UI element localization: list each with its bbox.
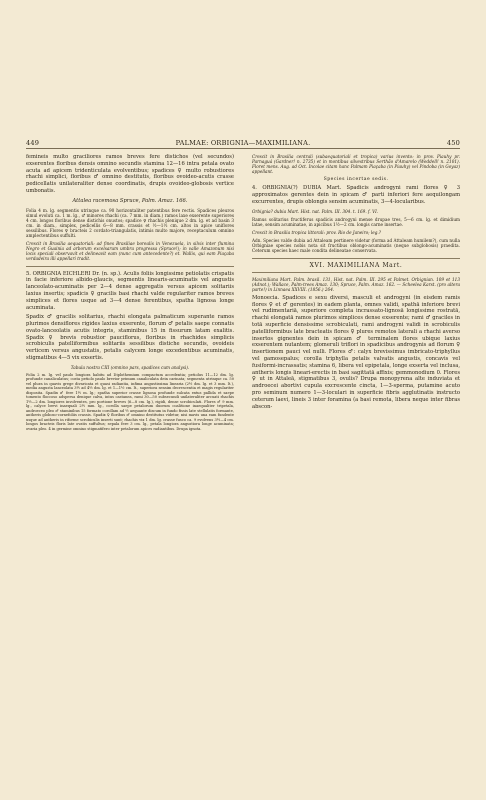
folia-paragraph: Folia 4 m. lg. segmentis utrinque ca. 90 horizontaliter patentibus fere rectis. Spadices pleuros simul evoluti ca. 1 m. lg., ♂ minores rhachi (ca. 7 mm. in diam.) ramos laxe exserente superiores 4 cm. longos floribus dense distichis onustos; spadice ♀ rhachis plenique 2 dm. lg. et ad basin 3 cm. in diam., simplex, pedicellis 6—8 mm. crassis et ½—1½ cm. altos in apice uniflores sessilibus. Flores ♀ bracteis 2 cordato-triangulatis, intimis multo majore, receptaculum omnino amplectentibus suffulti. <box>26 207 234 239</box>
divider-3 <box>252 272 460 273</box>
intro-paragraph: femineis multo graciliores ramos breves fere distichos (vel secundos) exserentes floribus densis omnino secundis stamina 12—16 intra petala ovato acuta ad apicem tridenticulata evolventibus; spadices ♀ multo robustiores rhachi simplici, floribus ♂ omnino destitutis, floribus ovoideo-acutis crasse pedicellatis unilateraliter dense coordinatis, drupis ovoideo-globosis vertice umbonatis. <box>26 154 234 194</box>
genus-description: Monoecia. Spadices e sexu diversi, masculi et androgyni (in eisdem ramis flores ♀ et ♂ gerentes) in eadem planta, omnes validi, spathā inferiore brevi vel rudimentariā, superiore completa incrassato-lignosā longissime rostratā, rhachi elongatā ramos plurimos simplices dense exserente; rami ♂ graciles in totā superficie densissime scrobiculati, rami androgyni validi in scrobiculis patelliformibus late bracteatis flores ♀ plures remotos laterali a rhachi averso insertos gignentes dein in spicam ♂ terminalem flores ubique laxius exserentem nutantem; glomeruli triflori in spadicibus androgynis ad florum ♀ insertionem pauci vel nulli. Flores ♂: calyx brevissimus imbricato-triphyllus vel gamosepalus; corolla triphylla petalis valvatis angustis, concavis vel fusiformi-incrassatis; stamina 6, libera vel epipetala, longe exserta vel inclusa, antheris longis lineari-erectis in basi sagittatā affixis; gemmonodium 0. Flores ♀ ut in Attaleā, stigmatibus 3, ovulis? Drupa monopyrena alte induviata et androecei abortivi cupula excrescente cincta, 1—3-sperma, putamine acuto pro seminum numero 1—3-loculari in superficie fibris agglutinatis instructo ceterum laevi, lineis 3 inter foramina (a basi remota, libera neque inter fibras abscon- <box>252 294 460 410</box>
divider-2 <box>252 258 460 259</box>
orbignia-body: Spadix ♂ gracilis solitarius, rhachi elongata palmaticum superante ramos plurimos densiflores rigides laxius exserente, florum ♂ petalis saepe connatis ovato-lanceolatis acutis integris, staminibus 15 in fissurum latam exalitis. Spadix ♀ brevis robustior pauciflorus, floribus in rhachides simplicis scrobiculis patelliformibus solitariis sessilibus distiche secundis, ovoideis verticem versus angustatis, petalis calycem longe excedentibus acuminatis, stigmatibus 4—5 vix exsertis. <box>26 314 234 362</box>
adnotatio-paragraph: Adn. Species valde dubia ad Attaleam pertinere videtur (forma ad Attaleam humilem?), cum nulla Orbigniae species nobis nota sit fructibus oblongo-acuminatis (neque subglobosis) praedita. Ceterum species haec male condita delineatae conservata. <box>252 238 460 254</box>
ramus-paragraph: Ramus solitarius fructiferus spadicis androgyni mense drupae tres, 5—6 cm. lg. et dimidium latae, sensim acuminatae, in apicibus 1½—2 cm. longis carne insertae. <box>252 216 460 228</box>
crescit-paragraph-3: Crescit in Brasilia tropica littorali: prov. Rio de Janeiro; leg.? <box>252 230 381 236</box>
header-rule <box>26 148 460 149</box>
orbignia-heading: 5. ORBIGNIA EICHLERI Dr. (n. sp.). Aculis foliis longissime petiolatis crispatis in facie inferiore albido-glaucis, segmentis linearis-acuminatis vel angustis lanceolato-acuminatis per 2—4 dense aggregatis versus apicem solitariis laxius insertis; spadicis ♀ gracilis basi rhachi valde regulariter ramos breves simplices et flores usque ad 3—4 dense ferentibus, spatha lignosa longe acuminata. <box>26 270 234 311</box>
page-number-left: 449 <box>26 139 40 147</box>
running-title: PALMAE: ORBIGNIA—MAXIMILIANA. <box>175 139 311 147</box>
dubia-heading: 4. ORBIGNIA(?) DUBIA Mart. Spadicis androgyni rami flores ♀ 3 approximatos gerentes dein in spicam ♂ parti inferiori fere aequilongam excurrentes, drupis oblongis sensim acuminatis, 3—4-locularibus. <box>252 185 460 206</box>
crescit-paragraph-2: Crescit in Brasilia centrali (subaequatoriali et tropica) varius invento: in prov. Piauhy pr. Parnaguá (Gardner! n. 2735) et in montibus silvestribus Serthão d'Amarelo (Weddell! n. 2101). Floret mens. Aug. ad Oct. Incolae citam hanc Palmam Piaçaba (in Piauhy) vel Pindoba (in Goyaz) appellant. <box>252 154 460 175</box>
tabula-caption: Tabula nostra CIII (omnino pars, spadices cum analysi). <box>70 364 190 370</box>
left-column <box>26 154 234 434</box>
page-number-right: 450 <box>446 139 460 147</box>
long-description: Folia 2 m. lg. vel paulo longiora habitu ad Diplothemium compactum accedentia; petiolus 11—12 dm. lg. profunde canaliculatus; costa petiolo paulo brevior primum canaliculata dein carinata; segmenta utrinque ca. 50 vel plura in quavis grege divaricata et quasi radiantia, infima angustissima linearia (2½ dm. lg. et 3 mm. lt.), media angusta lanceolata 3½ ad 4½ dm. lg. et 1—1½ cm. lt., superiora sensim decrescentia et magis regulariter disposita. Spadix ♂ fere 1½ m. lg.; spatha superior crasse lignosa profunde sulcata extus pallida et saepe tomento floccoso adspersa denique calva, intus castanea, rami 30—50 subsecundi unilateraliter arcuati rhachis 1½—2 dm. longiores involventes, pro portione breves (6—8 cm. lg.), rigidi, dense scrobiculati. Flores ♂ 9 mm. lg., calyce brevi inaequali 2½ mm. lg., corolla saepe petalorum duorum coalitione inaequaliter tripetala, androeceo pleo ♂ staminibus 15 formato corollam ad ½ aequante discum in fundo fissis late stellulatis formante, antheris globoso-cornefoliis crassis. Spadix ♀ floribus ♂ omnino destitutus videtur, nisi mavis una eam fundente usque ad antheris in riforme scrobiculis inserti sunt; rhachis vix 1 dm. lg. crasse fusco ca. 9 evolvens 3½—4 cm. longos bracteis floris late ovatis suffultus; sepala fere 3 cm. lg., petala longiora angustiora longe acuminata; ovaria pleo. 4 in germine omnino stigmatifero inter petalorum apices radiantibus. Drupa ignota. <box>26 372 234 431</box>
crescit-paragraph-1: Crescit in Brasilia aequatoriali: ad fines Brasiliae borealis in Venezuela, in silvis inter flumina Negro et Guainia ad arborum excelsarum umbra progressa (Spruce!); in valle Amazonum nisi locis speciali observavit et delineavit eam (nunc cum antecedente?) et. Wallis, qui eam Piaçaba verdadeira illi appellari tradit. <box>26 241 234 262</box>
dubia-reference: Orbignia? dubia Mart. Hist. nat. Palm. III. 304. t. 169. f. VI. <box>252 208 379 214</box>
genus-references: Maximiliana Mart. Palm. brasil. 131, Hist. nat. Palm. III. 295 et Palmet. Orbignian. 109 et 113 (Adnot.); Wallace, Palm-trees Amaz. 130; Spruce, Palm. Amaz. 162. — Scheelea Karst. (pro altera parte!) in Linnaea XXVIII. (1856.) 264. <box>252 276 460 292</box>
attalea-heading: Attalea racemosa Spruce, Palm. Amaz. 166. <box>72 197 188 204</box>
running-header <box>26 139 460 147</box>
divider <box>26 266 234 267</box>
genus-heading: XVI. MAXIMILIANA Mart. <box>309 261 403 269</box>
right-column <box>252 154 460 413</box>
species-incertae-heading: Species incertae sedis. <box>323 177 389 183</box>
